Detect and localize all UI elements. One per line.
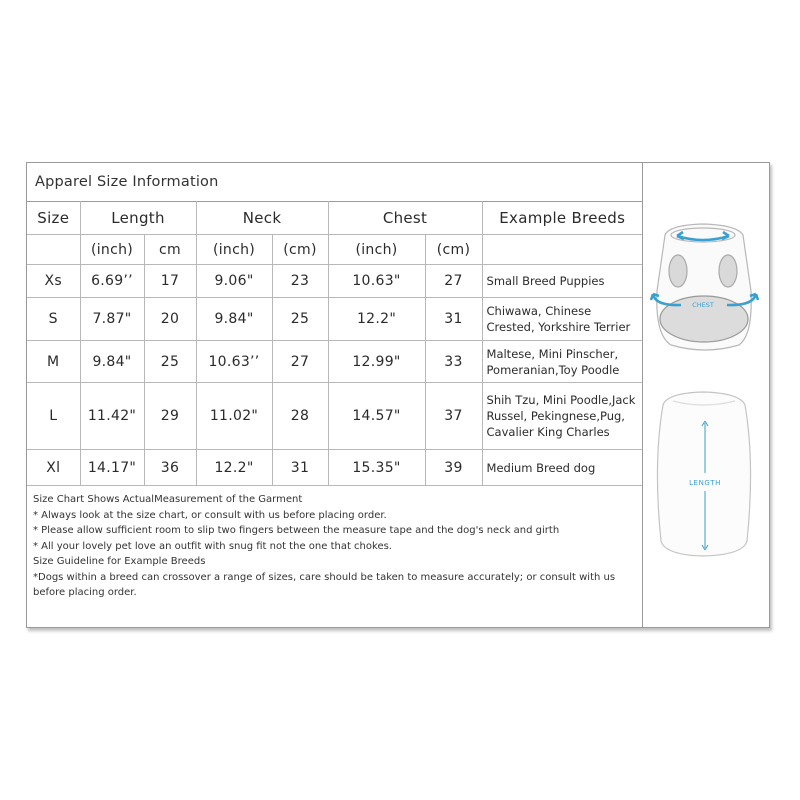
cell-neck-inch: 12.2" [196, 450, 272, 486]
cell-length-cm: 17 [144, 265, 196, 298]
chart-title: Apparel Size Information [35, 174, 219, 190]
table-row [27, 298, 642, 341]
note-line: * Always look at the size chart, or consult with us before placing order. [33, 509, 387, 521]
cell-length-cm: 20 [144, 298, 196, 341]
cell-neck-cm: 31 [272, 450, 328, 486]
cell-neck-inch: 9.84" [196, 298, 272, 341]
cell-breeds: Maltese, Mini Pinscher, Pomeranian,Toy Poodle [482, 341, 642, 383]
header-breeds: Example Breeds [482, 202, 642, 235]
unit-length-cm: cm [144, 235, 196, 265]
unit-chest-cm: (cm) [425, 235, 482, 265]
cell-chest-cm: 31 [425, 298, 482, 341]
table-row [27, 265, 642, 298]
note-line: Size Chart Shows ActualMeasurement of the Garment [33, 494, 303, 505]
cell-size: S [27, 298, 80, 341]
size-chart-card [26, 162, 770, 628]
cell-neck-inch: 9.06" [196, 265, 272, 298]
cell-chest-cm: 37 [425, 383, 482, 450]
cell-chest-inch: 14.57" [328, 383, 425, 450]
header-neck: Neck [196, 202, 328, 235]
cell-chest-inch: 10.63" [328, 265, 425, 298]
header-chest: Chest [328, 202, 482, 235]
garment-side-view [657, 392, 750, 556]
measurement-diagrams [643, 163, 770, 627]
unit-neck-inch: (inch) [196, 235, 272, 265]
cell-breeds: Small Breed Puppies [482, 265, 642, 298]
cell-breeds: Chiwawa, Chinese Crested, Yorkshire Terrier [482, 298, 642, 341]
note-line: *Dogs within a breed can crossover a range of sizes, care should be taken to measure accurately; or consult with us before placing order. [33, 571, 616, 598]
header-row [27, 202, 642, 235]
unit-breeds-blank [482, 235, 642, 265]
cell-size: Xl [27, 450, 80, 486]
cell-length-inch: 7.87" [80, 298, 144, 341]
cell-chest-cm: 33 [425, 341, 482, 383]
cell-neck-cm: 23 [272, 265, 328, 298]
note-line: * Please allow sufficient room to slip two fingers between the measure tape and the dog's neck and girth [33, 525, 560, 536]
garment-top-view [657, 224, 751, 350]
length-label: LENGTH [689, 479, 721, 487]
cell-neck-inch: 10.63’’ [196, 341, 272, 383]
cell-chest-inch: 15.35" [328, 450, 425, 486]
unit-neck-cm: (cm) [272, 235, 328, 265]
note-line: Size Guideline for Example Breeds [33, 556, 206, 567]
size-notes [33, 492, 637, 601]
cell-breeds: Shih Tzu, Mini Poodle,Jack Russel, Pekingnese,Pug, Cavalier King Charles [482, 383, 642, 450]
cell-length-inch: 14.17" [80, 450, 144, 486]
cell-size: Xs [27, 265, 80, 298]
cell-length-inch: 11.42" [80, 383, 144, 450]
units-row [27, 235, 642, 265]
cell-size: M [27, 341, 80, 383]
table-row [27, 341, 642, 383]
cell-neck-inch: 11.02" [196, 383, 272, 450]
table-row [27, 383, 642, 450]
cell-length-cm: 36 [144, 450, 196, 486]
cell-length-inch: 9.84" [80, 341, 144, 383]
cell-chest-inch: 12.99" [328, 341, 425, 383]
cell-length-inch: 6.69’’ [80, 265, 144, 298]
table-row [27, 450, 642, 486]
cell-breeds: Medium Breed dog [482, 450, 642, 486]
cell-chest-cm: 39 [425, 450, 482, 486]
diagram-svg [643, 163, 770, 627]
cell-length-cm: 25 [144, 341, 196, 383]
unit-length-inch: (inch) [80, 235, 144, 265]
header-size: Size [27, 202, 80, 235]
chest-label: CHEST [692, 301, 714, 309]
header-length: Length [80, 202, 196, 235]
cell-neck-cm: 25 [272, 298, 328, 341]
cell-chest-cm: 27 [425, 265, 482, 298]
note-line: * All your lovely pet love an outfit with snug fit not the one that chokes. [33, 540, 392, 552]
size-table [27, 201, 642, 486]
cell-neck-cm: 27 [272, 341, 328, 383]
cell-chest-inch: 12.2" [328, 298, 425, 341]
unit-chest-inch: (inch) [328, 235, 425, 265]
cell-size: L [27, 383, 80, 450]
unit-size-blank [27, 235, 80, 265]
cell-neck-cm: 28 [272, 383, 328, 450]
cell-length-cm: 29 [144, 383, 196, 450]
